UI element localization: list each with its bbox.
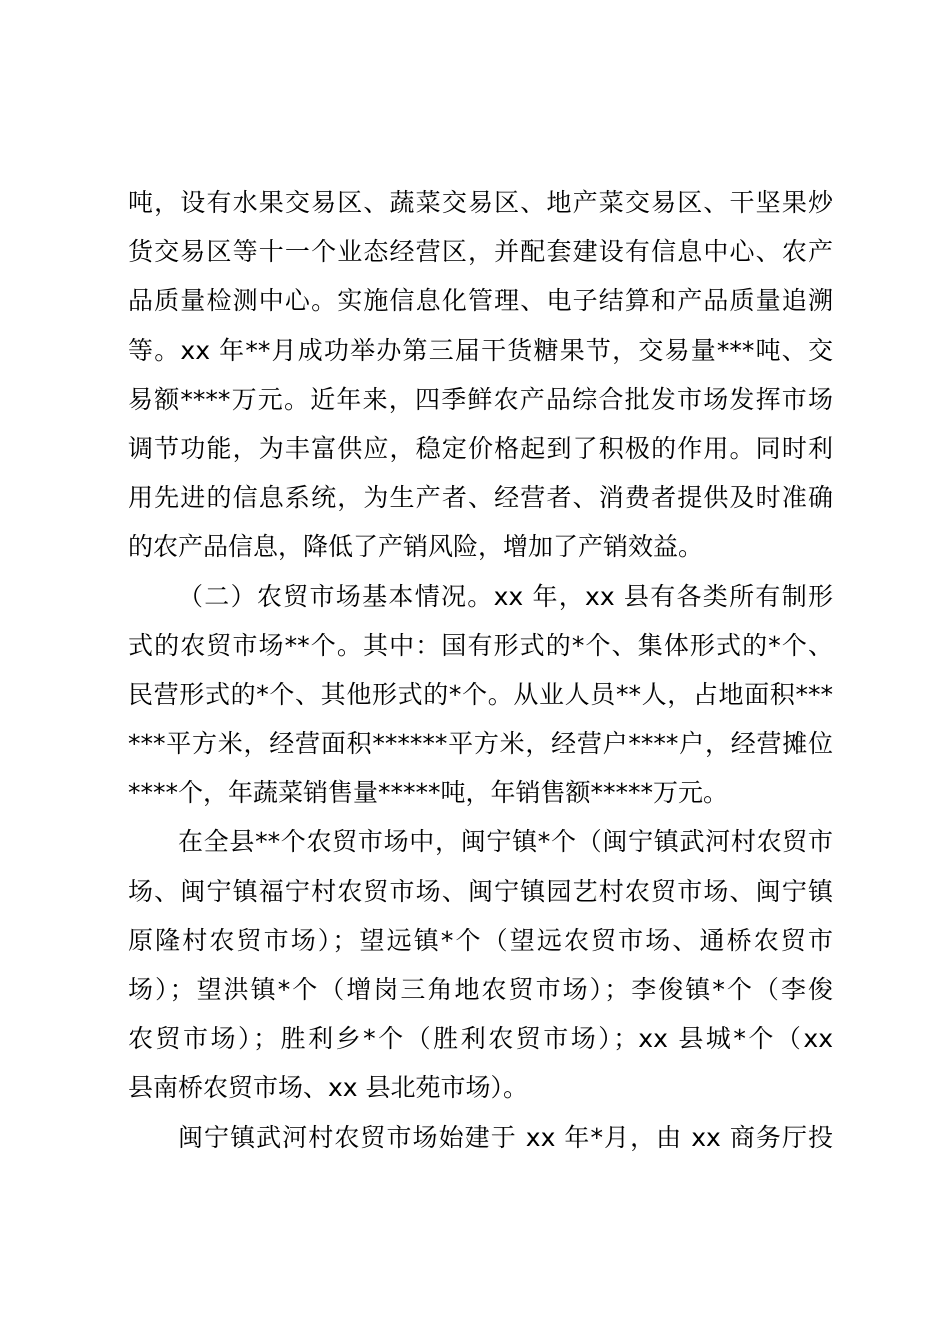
section-heading-line: （二）农贸市场基本情况。xx 年，xx 县有各类所有制形 [178, 581, 833, 611]
text-line: 易额****万元。近年来，四季鲜农产品综合批发市场发挥市场 [128, 384, 833, 414]
text-line: 场、闽宁镇福宁村农贸市场、闽宁镇园艺村农贸市场、闽宁镇 [128, 876, 833, 906]
text-line: 原隆村农贸市场）；望远镇*个（望远农贸市场、通桥农贸市 [128, 925, 833, 955]
text-line: 货交易区等十一个业态经营区，并配套建设有信息中心、农产 [128, 237, 833, 267]
text-line: ***平方米，经营面积******平方米，经营户****户，经营摊位 [128, 729, 833, 759]
text-line: 品质量检测中心。实施信息化管理、电子结算和产品质量追溯 [128, 286, 833, 316]
text-line: 的农产品信息，降低了产销风险，增加了产销效益。 [128, 532, 704, 562]
document-body [128, 178, 833, 1162]
text-line: ****个，年蔬菜销售量*****吨，年销售额*****万元。 [128, 778, 729, 808]
text-line: 民营形式的*个、其他形式的*个。从业人员**人，占地面积*** [128, 679, 833, 709]
text-line: 在全县**个农贸市场中，闽宁镇*个（闽宁镇武河村农贸市 [178, 827, 833, 857]
text-line: 吨，设有水果交易区、蔬菜交易区、地产菜交易区、干坚果炒 [128, 188, 833, 217]
text-line: 式的农贸市场**个。其中：国有形式的*个、集体形式的*个、 [128, 630, 833, 660]
text-line: 等。xx 年**月成功举办第三届干货糖果节，交易量***吨、交 [128, 335, 833, 365]
text-line: 闽宁镇武河村农贸市场始建于 xx 年*月，由 xx 商务厅投 [178, 1122, 833, 1152]
text-line: 农贸市场）；胜利乡*个（胜利农贸市场）；xx 县城*个（xx [128, 1024, 833, 1054]
text-line: 用先进的信息系统，为生产者、经营者、消费者提供及时准确 [128, 483, 833, 513]
text-line: 场）；望洪镇*个（增岗三角地农贸市场）；李俊镇*个（李俊 [128, 975, 833, 1004]
text-line: 县南桥农贸市场、xx 县北苑市场）。 [128, 1073, 529, 1103]
text-line: 调节功能，为丰富供应，稳定价格起到了积极的作用。同时利 [128, 433, 833, 463]
